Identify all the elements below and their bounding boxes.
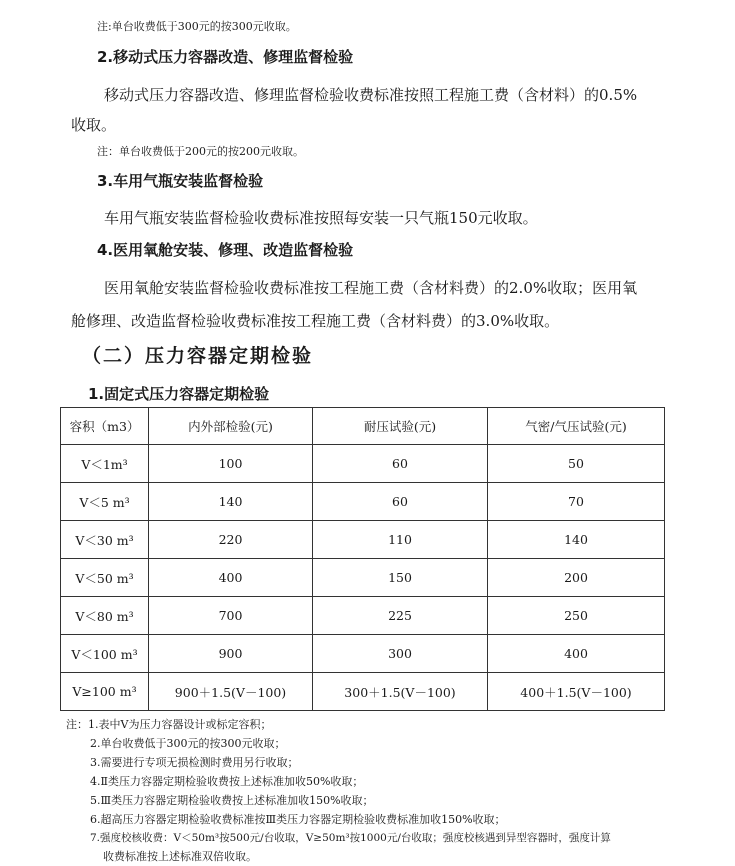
footnote-5: 5.Ⅲ类压力容器定期检验收费按上述标准加收150%收取； bbox=[90, 794, 374, 807]
table-cell: 60 bbox=[313, 483, 488, 521]
table-cell: 300 bbox=[313, 635, 488, 673]
table-cell: 100 bbox=[149, 445, 313, 483]
fee-table bbox=[60, 407, 665, 711]
table-cell: V＜30 m³ bbox=[61, 521, 149, 559]
table-row bbox=[61, 445, 665, 483]
table-cell: 900＋1.5(V－100) bbox=[149, 673, 313, 711]
table-cell: 220 bbox=[149, 521, 313, 559]
footnote-2: 2.单台收费低于300元的按300元收取； bbox=[90, 737, 286, 750]
table-cell: 250 bbox=[488, 597, 665, 635]
table-row bbox=[61, 483, 665, 521]
footnote-7-continued: 收费标准按上述标准双倍收取。 bbox=[103, 850, 257, 863]
table-row bbox=[61, 635, 665, 673]
table-header-row bbox=[61, 408, 665, 445]
table-row bbox=[61, 521, 665, 559]
table-cell: 50 bbox=[488, 445, 665, 483]
section4-paragraph-line2: 舱修理、改造监督检验收费标准按工程施工费（含材料费）的3.0%收取。 bbox=[71, 312, 560, 330]
table-cell: 400 bbox=[149, 559, 313, 597]
subsection1-title: 1.固定式压力容器定期检验 bbox=[88, 385, 270, 403]
table-header-cell: 气密/气压试验(元) bbox=[488, 408, 665, 445]
table-row bbox=[61, 559, 665, 597]
table-cell: V＜50 m³ bbox=[61, 559, 149, 597]
table-cell: 70 bbox=[488, 483, 665, 521]
table-cell: V＜100 m³ bbox=[61, 635, 149, 673]
footnote-3: 3.需要进行专项无损检测时费用另行收取； bbox=[90, 756, 299, 769]
section2-paragraph-line1: 移动式压力容器改造、修理监督检验收费标准按照工程施工费（含材料）的0.5% bbox=[104, 86, 638, 104]
table-cell: 60 bbox=[313, 445, 488, 483]
top-note: 注:单台收费低于300元的按300元收取。 bbox=[97, 20, 297, 33]
table-cell: V＜1m³ bbox=[61, 445, 149, 483]
table-header-cell: 容积（m3） bbox=[61, 408, 149, 445]
table-cell: 200 bbox=[488, 559, 665, 597]
table-cell: 140 bbox=[149, 483, 313, 521]
section3-heading: 3.车用气瓶安装监督检验 bbox=[97, 172, 264, 190]
footnote-6: 6.超高压力容器定期检验收费标准按Ⅲ类压力容器定期检验收费标准加收150%收取； bbox=[90, 813, 506, 826]
table-header-cell: 内外部检验(元) bbox=[149, 408, 313, 445]
table-cell: 150 bbox=[313, 559, 488, 597]
table-row bbox=[61, 673, 665, 711]
section2-heading: 2.移动式压力容器改造、修理监督检验 bbox=[97, 48, 354, 66]
section4-heading: 4.医用氧舱安装、修理、改造监督检验 bbox=[97, 241, 354, 259]
section3-paragraph: 车用气瓶安装监督检验收费标准按照每安装一只气瓶150元收取。 bbox=[104, 209, 538, 227]
table-cell: 300＋1.5(V－100) bbox=[313, 673, 488, 711]
section2-paragraph-line2: 收取。 bbox=[71, 116, 117, 134]
section2-note: 注：单台收费低于200元的按200元收取。 bbox=[97, 145, 304, 158]
table-cell: 225 bbox=[313, 597, 488, 635]
table-cell: 140 bbox=[488, 521, 665, 559]
table-header-cell: 耐压试验(元) bbox=[313, 408, 488, 445]
table-row bbox=[61, 597, 665, 635]
footnote-1: 注：1.表中V为压力容器设计或标定容积； bbox=[66, 718, 272, 731]
footnote-4: 4.Ⅱ类压力容器定期检验收费按上述标准加收50%收取； bbox=[90, 775, 364, 788]
table-cell: V＜80 m³ bbox=[61, 597, 149, 635]
table-cell: V≥100 m³ bbox=[61, 673, 149, 711]
table-cell: V＜5 m³ bbox=[61, 483, 149, 521]
table-cell: 900 bbox=[149, 635, 313, 673]
table-cell: 400＋1.5(V－100) bbox=[488, 673, 665, 711]
table-cell: 700 bbox=[149, 597, 313, 635]
table-cell: 110 bbox=[313, 521, 488, 559]
table-cell: 400 bbox=[488, 635, 665, 673]
section4-paragraph-line1: 医用氧舱安装监督检验收费标准按工程施工费（含材料费）的2.0%收取；医用氧 bbox=[104, 279, 638, 297]
footnote-7: 7.强度校核收费：V＜50m³按500元/台收取，V≥50m³按1000元/台收取；强度校核遇到异型容器时，强度计算 bbox=[90, 832, 611, 844]
part2-title: （二）压力容器定期检验 bbox=[82, 345, 314, 367]
